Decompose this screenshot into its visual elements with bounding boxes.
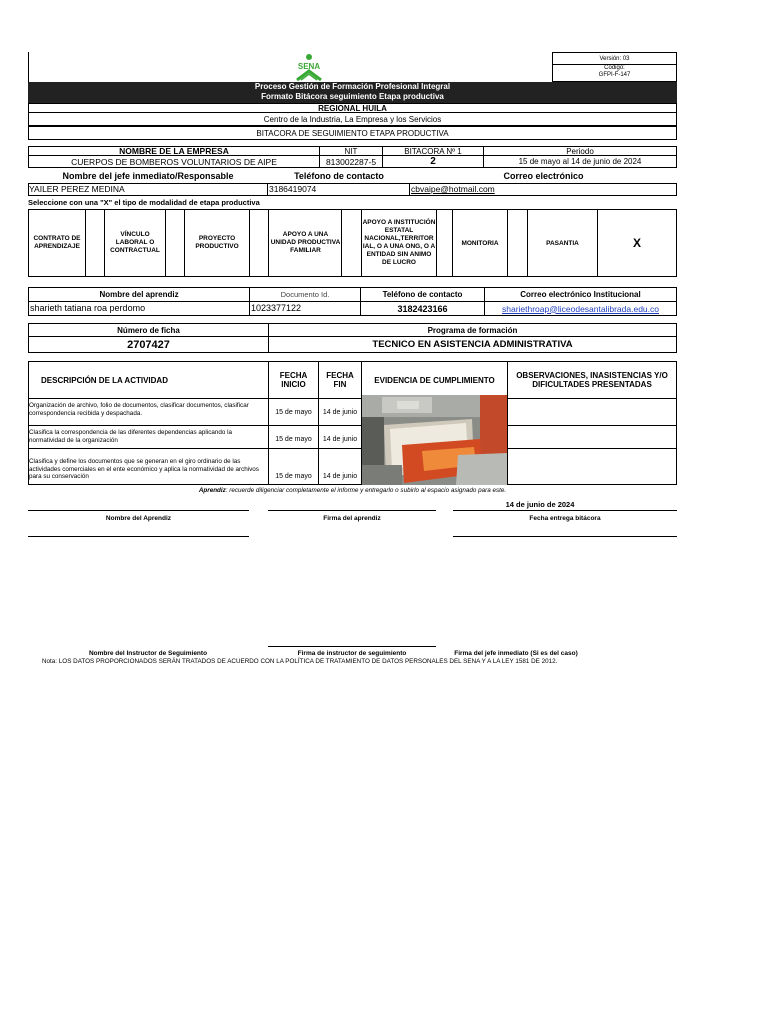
modality-proyecto: PROYECTO PRODUCTIVO: [195, 235, 239, 250]
periodo-label: Periodo: [483, 146, 677, 156]
apprentice-doc-label: Documento Id.: [249, 287, 361, 302]
apprentice-name-label: Nombre del aprendiz: [28, 287, 250, 302]
activity-observations-header: OBSERVACIONES, INASISTENCIAS Y/O DIFICULTADES PRESENTADAS: [516, 371, 668, 389]
bitacora-title: BITACORA DE SEGUIMIENTO ETAPA PRODUCTIVA: [28, 126, 677, 140]
apprentice-phone: 3182423166: [360, 301, 485, 316]
apprentice-note-bold: Aprendiz: [198, 487, 226, 494]
sig-instructor: Firma de instructor de seguimiento: [297, 649, 407, 657]
apprentice-email-label: Correo electrónico Institucional: [484, 287, 677, 302]
apprentice-note-text: : recuerde diligenciar completamente el informe y entregarlo o subirlo al espacio asignado para este.: [225, 487, 507, 494]
activity-row-3-end: 14 de junio: [322, 473, 358, 480]
modality-pasantia-mark[interactable]: X: [632, 236, 641, 250]
company-name: CUERPOS DE BOMBEROS VOLUNTARIOS DE AIPE: [28, 155, 320, 168]
activity-row-3-start: 15 de mayo: [275, 473, 312, 480]
modality-vinculo: VÍNCULO LABORAL O CONTRACTUAL: [110, 231, 160, 254]
boss-email-link[interactable]: cbvaipe@hotmail.com: [411, 184, 495, 194]
boss-name: YAILER PEREZ MEDINA: [29, 184, 125, 194]
privacy-note: Nota: LOS DATOS PROPORCIONADOS SERÁN TRATADOS DE ACUERDO CON LA POLÍTICA DE TRATAMIENTO DE DATOS PERSONALES DEL SENA Y A LA LEY 1581 DE 2012.: [42, 658, 558, 665]
nit-value: 813002287-5: [319, 155, 383, 168]
apprentice-note: [28, 487, 677, 497]
activity-row-3-description: Clasifica y define los documentos que se generan en el giro ordinario de las actividades comerciales en el ente económico y aplica la normatividad de archivos para su conservación: [29, 458, 259, 480]
bitacora-number: 2: [382, 155, 484, 168]
company-name-label: NOMBRE DE LA EMPRESA: [28, 146, 320, 156]
boss-phone-label: Teléfono de contacto: [294, 170, 384, 181]
modality-pasantia: PASANTIA: [546, 239, 579, 247]
ficha-label: Número de ficha: [28, 323, 269, 337]
activity-row-1-end: 14 de junio: [322, 408, 358, 416]
modality-vinculo-check[interactable]: [166, 210, 184, 276]
activity-row-2-start: 15 de mayo: [275, 436, 312, 443]
program-value: TECNICO EN ASISTENCIA ADMINISTRATIVA: [268, 336, 677, 353]
nit-label: NIT: [319, 146, 383, 156]
process-banner: [28, 82, 677, 103]
activity-row-1-description: Organización de archivo, folio de documentos, clasificar documentos, clasificar correspondencia recibida y despachada.: [29, 402, 249, 417]
version: Versión: 03: [599, 55, 630, 62]
centro: Centro de la Industria, La Empresa y los Servicios: [28, 112, 677, 126]
modality-familiar: APOYO A UNA UNIDAD PRODUCTIVA FAMILIAR: [270, 231, 341, 254]
program-label: Programa de formación: [268, 323, 677, 337]
apprentice-phone-label: Teléfono de contacto: [360, 287, 485, 302]
modality-institucion-check[interactable]: [437, 210, 452, 276]
ficha-value: 2707427: [28, 336, 269, 353]
activity-description-header: DESCRIPCIÓN DE LA ACTIVIDAD: [41, 375, 168, 385]
svg-text:SENA: SENA: [297, 62, 321, 71]
format-title: Formato Bitácora seguimiento Etapa productiva: [261, 92, 444, 101]
modality-proyecto-check[interactable]: [250, 210, 268, 276]
evidence-photo: [362, 395, 507, 485]
apprentice-name: sharieth tatiana roa perdomo: [28, 301, 250, 316]
periodo-value: 15 de mayo al 14 de junio de 2024: [483, 155, 677, 168]
bitacora-label: BITACORA Nº 1: [382, 146, 484, 156]
modality-institucion: APOYO A INSTITUCIÓN ESTATAL NACIONAL,TERRITOR IAL, O A UNA ONG, O A ENTIDAD SIN ANIMO DE LUCRO: [362, 219, 436, 266]
delivery-date: 14 de junio de 2024: [505, 500, 575, 509]
code-label: Codigo:: [604, 65, 625, 71]
activity-row-2-end: 14 de junio: [322, 436, 358, 443]
boss-label: Nombre del jefe inmediato/Responsable: [62, 170, 234, 181]
activity-row-1-start: 15 de mayo: [275, 408, 312, 416]
sig-instructor-name: Nombre del Instructor de Seguimiento: [88, 649, 208, 657]
modality-monitoria: MONITORIA: [461, 239, 499, 247]
code: GFPI-F-147: [598, 72, 631, 78]
boss-email-label: Correo electrónico: [503, 170, 584, 181]
sig-apprentice: Firma del aprendiz: [323, 514, 381, 522]
modality-contrato-check[interactable]: [86, 210, 104, 276]
modality-prompt: Seleccione con una "X" el tipo de modalidad de etapa productiva: [28, 198, 260, 207]
activity-row-2-description: Clasifica la correspondencia de las diferentes dependencias aplicando la normatividad de la organización: [29, 429, 233, 444]
modality-familiar-check[interactable]: [342, 210, 361, 276]
activity-end-header: FECHA FIN: [326, 371, 354, 389]
sena-logo: [291, 52, 327, 82]
modality-monitoria-check[interactable]: [508, 210, 527, 276]
sig-boss: Firma del jefe inmediato (Si es del caso): [454, 649, 578, 657]
sig-delivery: Fecha entrega bitácora: [529, 514, 601, 522]
activity-start-header: FECHA INICIO: [279, 371, 308, 389]
code-box: [552, 64, 677, 82]
process-title: Proceso Gestión de Formación Profesional Integral: [254, 82, 451, 91]
boss-phone: 3186419074: [269, 184, 317, 194]
activity-evidence-header: EVIDENCIA DE CUMPLIMIENTO: [374, 375, 495, 385]
modality-contrato: CONTRATO DE APRENDIZAJE: [33, 235, 81, 250]
apprentice-email-link[interactable]: shariethroap@liceodesantalibrada.edu.co: [484, 301, 677, 316]
regional: REGIONAL HUILA: [28, 103, 677, 113]
sig-apprentice-name: Nombre del Aprendiz: [105, 514, 172, 522]
apprentice-doc: 1023377122: [249, 301, 361, 316]
